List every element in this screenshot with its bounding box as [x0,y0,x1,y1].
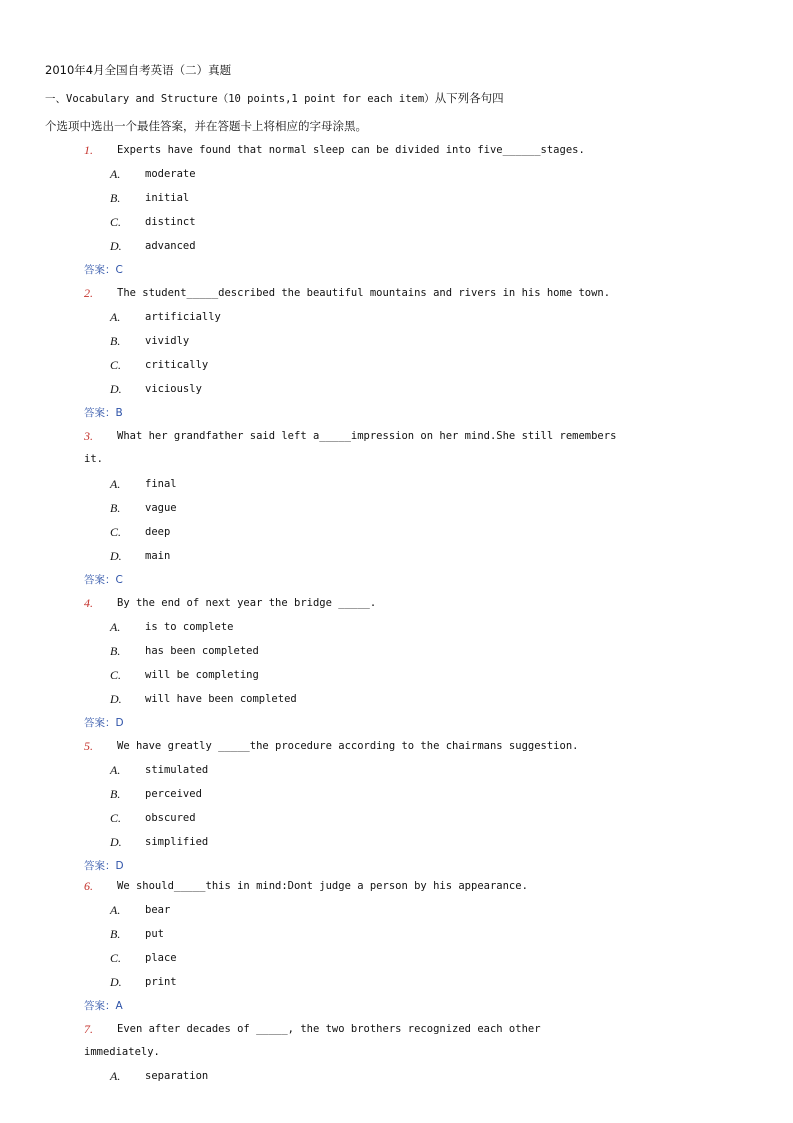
option-text: put [145,928,164,940]
section-heading-en: 一、Vocabulary and Structure（10 points,1 point for each item） [45,93,435,105]
option-text: has been completed [145,645,259,657]
answer-value: D [115,860,124,872]
option-letter: B. [110,501,121,515]
question-number: 6. [84,879,93,893]
answer [84,858,124,873]
option-text: simplified [145,836,209,848]
question-text: Even after decades of _____, the two brothers recognized each other [117,1023,541,1035]
question-text: By the end of next year the bridge _____. [117,597,377,609]
option-text: artificially [145,311,221,323]
option-letter: B. [110,191,121,205]
question-number: 3. [84,429,93,443]
option-letter: C. [110,358,122,372]
option-letter: A. [110,763,121,777]
answer [84,998,123,1013]
option-letter: C. [110,525,122,539]
answer-value: D [115,717,124,729]
answer-label: 答案： [84,264,116,276]
option-text: final [145,478,177,490]
option-letter: A. [110,620,121,634]
answer [84,405,123,420]
option-text: distinct [145,216,196,228]
option-text: vague [145,502,177,514]
option-text: print [145,976,177,988]
question-text: The student_____described the beautiful mountains and rivers in his home town. [117,287,611,299]
option-letter: C. [110,215,122,229]
option-text: vividly [145,335,190,347]
question-text-continued: immediately. [84,1046,160,1058]
option-text: deep [145,526,171,538]
option-letter: B. [110,644,121,658]
option-letter: A. [110,477,121,491]
option-text: bear [145,904,171,916]
question-text: What her grandfather said left a_____impression on her mind.She still remembers [117,430,617,442]
option-letter: C. [110,668,122,682]
option-letter: D. [110,239,122,253]
option-text: will be completing [145,669,259,681]
option-text: moderate [145,168,196,180]
option-text: will have been completed [145,693,297,705]
option-text: obscured [145,812,196,824]
option-letter: D. [110,549,122,563]
option-letter: A. [110,310,121,324]
answer-label: 答案： [84,860,116,872]
question-text-continued: it. [84,453,103,465]
answer-value: C [115,264,123,276]
question-number: 2. [84,286,93,300]
question-number: 1. [84,143,93,157]
answer-label: 答案： [84,407,116,419]
option-letter: D. [110,692,122,706]
option-letter: D. [110,975,122,989]
answer [84,572,123,587]
option-text: viciously [145,383,202,395]
answer-value: C [115,574,123,586]
page-title: 2010年4月全国自考英语（二）真题 [45,63,232,77]
option-letter: D. [110,835,122,849]
option-letter: B. [110,334,121,348]
option-letter: A. [110,1069,121,1083]
section-heading [45,90,504,106]
option-text: stimulated [145,764,209,776]
answer [84,262,123,277]
question-text: We should_____this in mind:Dont judge a person by his appearance. [117,880,528,892]
option-letter: A. [110,167,121,181]
answer-label: 答案： [84,1000,116,1012]
section-heading-continued: 个选项中选出一个最佳答案，并在答题卡上将相应的字母涂黑。 [45,119,367,133]
option-text: perceived [145,788,202,800]
option-text: separation [145,1070,209,1082]
option-text: is to complete [145,621,234,633]
option-letter: B. [110,927,121,941]
answer-value: B [115,407,123,419]
question-number: 4. [84,596,93,610]
section-heading-cn: 从下列各句四 [434,91,504,105]
option-text: main [145,550,171,562]
question-number: 5. [84,739,93,753]
answer-label: 答案： [84,574,116,586]
option-letter: D. [110,382,122,396]
answer [84,715,124,730]
option-letter: A. [110,903,121,917]
option-text: critically [145,359,209,371]
question-text: We have greatly _____the procedure according to the chairmans suggestion. [117,740,579,752]
option-letter: C. [110,951,122,965]
option-text: initial [145,192,190,204]
option-letter: B. [110,787,121,801]
question-text: Experts have found that normal sleep can be divided into five______stages. [117,144,585,156]
option-text: advanced [145,240,196,252]
answer-value: A [115,1000,123,1012]
answer-label: 答案： [84,717,116,729]
option-letter: C. [110,811,122,825]
question-number: 7. [84,1022,93,1036]
option-text: place [145,952,177,964]
